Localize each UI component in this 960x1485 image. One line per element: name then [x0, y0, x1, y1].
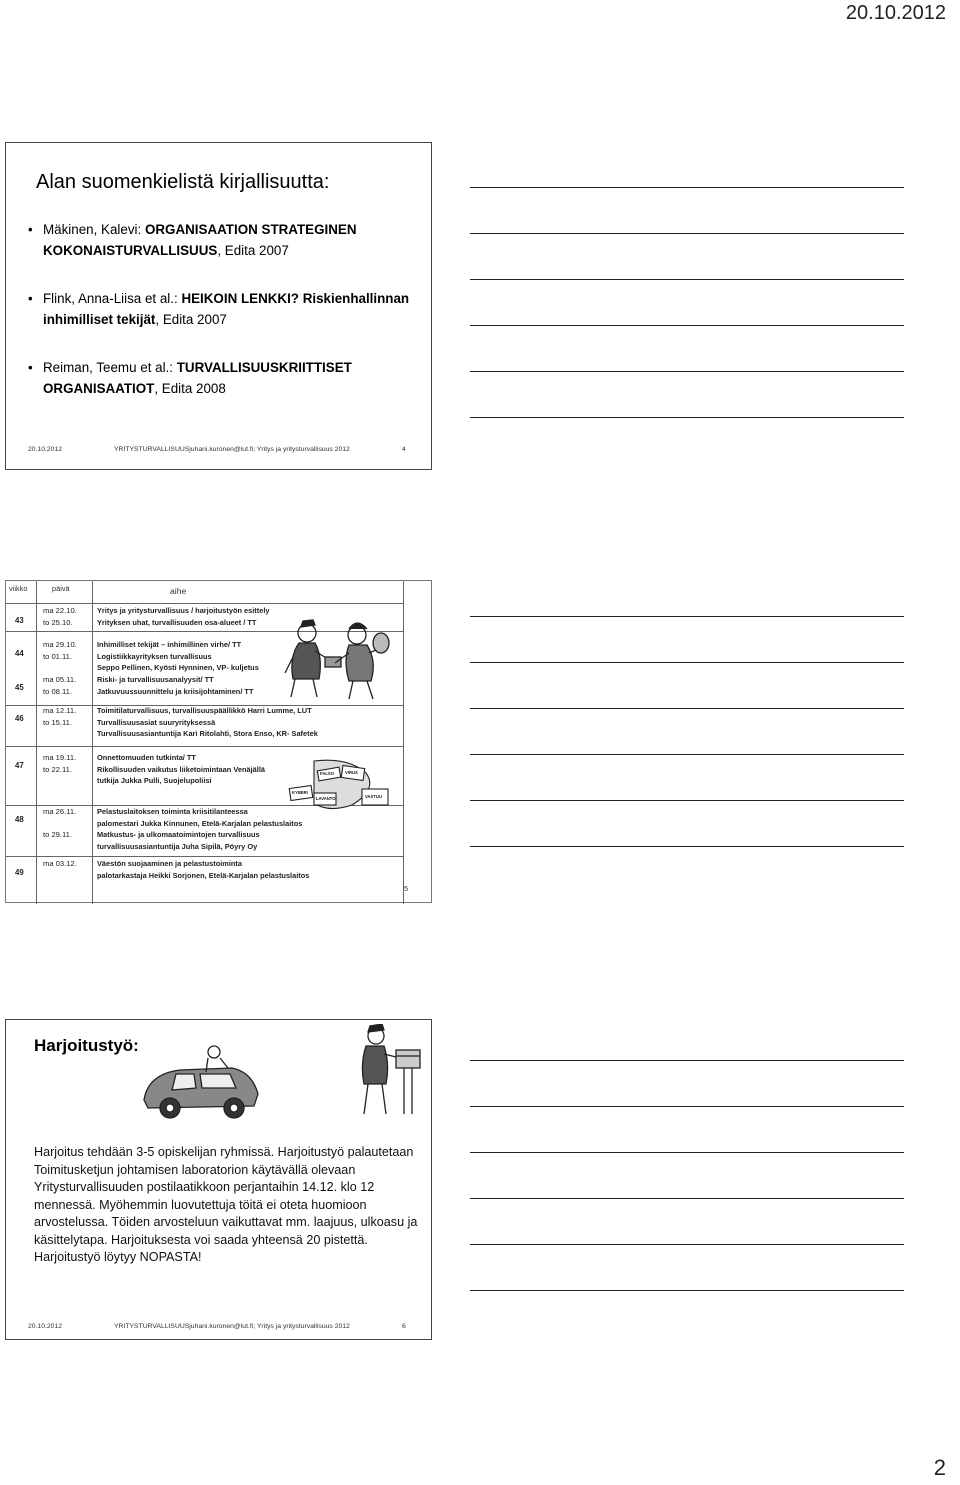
- cartoon-label: KYBERI: [292, 790, 308, 795]
- cartoon-label: FALSO: [320, 771, 334, 776]
- session-dates: ma 29.10. to 01.11.: [43, 640, 77, 661]
- footer-date: 20.10.2012: [28, 1323, 63, 1330]
- topic-cell: Toimitilaturvallisuus, turvallisuuspäällikkö Harri Lumme, LUT Turvallisuusasiat suuryrityksessä Turvallisuusasiantuntija Kari Ritolahti, Stora Enso, KR- Safetek: [97, 706, 318, 739]
- car-thief-illustration: [136, 1044, 266, 1124]
- cartoon-label: VIRUS: [345, 770, 358, 775]
- session-dates: ma 12.11. to 15.11.: [43, 706, 77, 727]
- session-dates: ma 19.11. to 22.11.: [43, 753, 77, 774]
- slide-title: Alan suomenkielistä kirjallisuutta:: [36, 171, 330, 193]
- footer-slide-number: 6: [402, 1323, 406, 1330]
- topic-cell: Yritys ja yritysturvallisuus / harjoitustyön esittely Yrityksen uhat, turvallisuuden osa-alueet / TT: [97, 606, 270, 627]
- slide-assignment: [5, 1019, 432, 1340]
- virus-signs-illustration: [288, 759, 392, 815]
- footer-slide-number: 4: [402, 446, 406, 453]
- list-item: • Flink, Anna-Liisa et al.: HEIKOIN LENKKI? Riskienhallinnan inhimilliset tekijät, Edita 2007: [26, 289, 426, 330]
- session-dates: ma 05.11. to 08.11.: [43, 675, 77, 696]
- topic-cell: Onnettomuuden tutkinta/ TT Rikollisuuden vaikutus liiketoimintaan Venäjällä tutkija Jukka Pulli, Suojelupoliisi: [97, 753, 265, 786]
- slide-title: Harjoitustyö:: [34, 1036, 139, 1055]
- literature-list: [26, 220, 426, 427]
- week-number: 46: [15, 714, 24, 723]
- topic-cell: Pelastuslaitoksen toiminta kriisitilanteessa palomestari Jukka Kinnunen, Etelä-Karjalan pelastuslaitos Matkustus- ja ulkomaatoimintojen turvallisuus turvallisuusasiantuntija Juha Sipilä, Pöyry Oy: [97, 807, 303, 851]
- list-item: • Reiman, Teemu et al.: TURVALLISUUSKRIITTISET ORGANISAATIOT, Edita 2008: [26, 358, 426, 399]
- topic-cell: Riski- ja turvallisuusanalyysit/ TT Jatkuvuussuunnittelu ja kriisijohtaminen/ TT: [97, 675, 254, 696]
- week-number: 48: [15, 815, 24, 824]
- column-header-week: viikko: [9, 584, 28, 593]
- week-number: 43: [15, 616, 24, 625]
- week-number: 44: [15, 649, 24, 658]
- slide-literature: [5, 142, 432, 470]
- footer-text: YRITYSTURVALLISUUSjuhani.kuronen@lut.fi; Yritys ja yritysturvallisuus 2012: [114, 446, 350, 453]
- header-date: 20.10.2012: [845, 2, 946, 24]
- session-dates: ma 22.10. to 25.10.: [43, 606, 77, 627]
- figure-at-mailbox-illustration: [346, 1024, 426, 1120]
- cartoon-label: VASTUU: [365, 794, 382, 799]
- week-number: 47: [15, 761, 24, 770]
- slide-schedule: [5, 580, 432, 903]
- week-number: 49: [15, 868, 24, 877]
- topic-cell: Inhimilliset tekijät – inhimillinen virhe/ TT Logistiikkayrityksen turvallisuus Seppo Pellinen, Kyösti Hynninen, VP- kuljetus: [97, 640, 259, 673]
- week-number: 45: [15, 683, 24, 692]
- column-header-day: päivä: [52, 584, 70, 593]
- list-item: • Mäkinen, Kalevi: ORGANISAATION STRATEGINEN KOKONAISTURVALLISUUS, Edita 2007: [26, 220, 426, 261]
- session-dates: ma 03.12.: [43, 859, 77, 868]
- burglars-cartoon-illustration: [279, 617, 391, 701]
- slide-number: 5: [404, 884, 408, 893]
- page-number: 2: [933, 1455, 946, 1480]
- cartoon-label: LAVANTO: [316, 796, 336, 801]
- topic-cell: Väestön suojaaminen ja pelastustoiminta palotarkastaja Heikki Sorjonen, Etelä-Karjalan pelastuslaitos: [97, 859, 310, 880]
- assignment-text: Harjoitus tehdään 3-5 opiskelijan ryhmissä. Harjoitustyö palautetaan Toimitusketjun johtamisen laboratorion käytävällä olevaan Yritysturvallisuuden postilaatikkoon perjantaihin 14.12. klo 12 mennessä. Myöhemmin luovutettuja töitä ei oteta huomioon arvostelussa. Töiden arvosteluun vaikuttavat mm. laajuus, ulkoasu ja käsittelytapa. Harjoituksesta voi saada yhteensä 20 pistettä. Harjoitustyö löytyy NOPASTA!: [34, 1145, 418, 1264]
- footer-text: YRITYSTURVALLISUUSjuhani.kuronen@lut.fi; Yritys ja yritysturvallisuus 2012: [114, 1323, 350, 1330]
- column-header-topic: aihe: [170, 586, 187, 596]
- session-dates: ma 26.11. to 29.11.: [43, 807, 77, 840]
- footer-date: 20.10.2012: [28, 446, 63, 453]
